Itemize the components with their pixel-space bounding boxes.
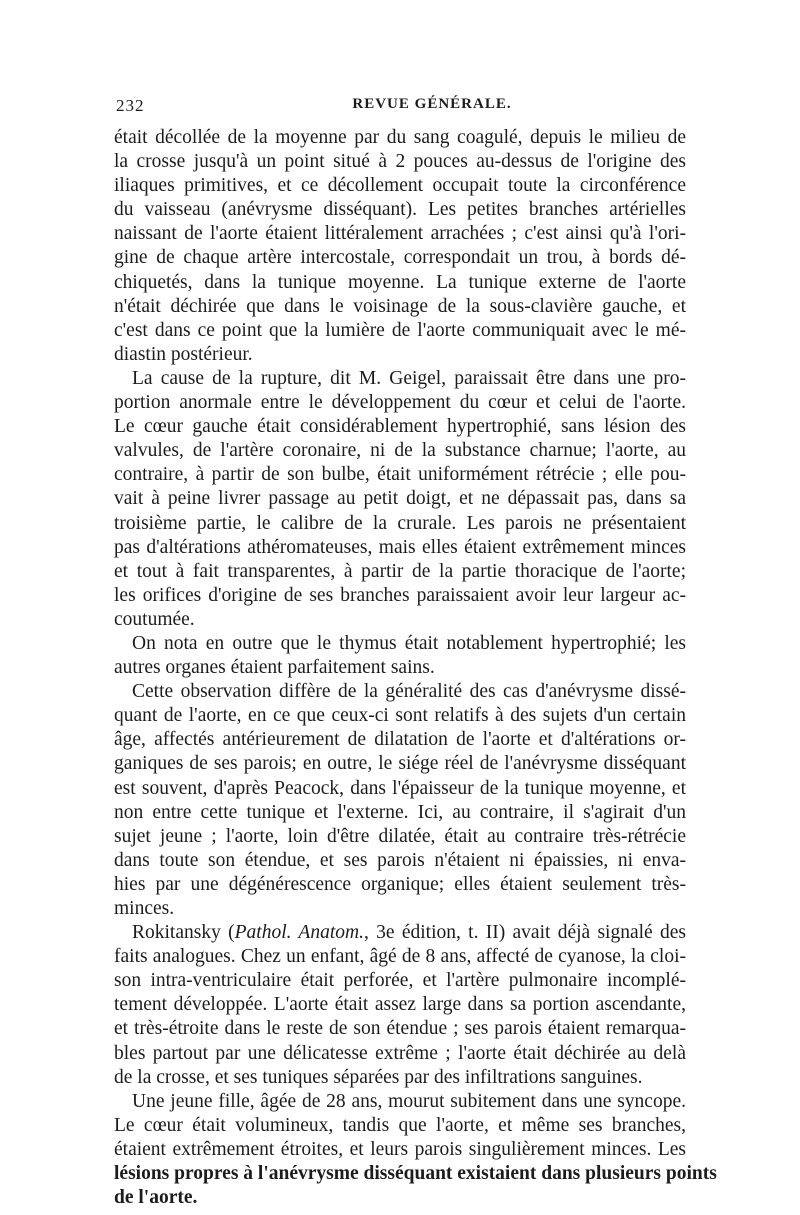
paragraph [114,126,686,367]
text-line: bles partout par une délicatesse extrême ; l'aorte était déchirée au delà [114,1042,686,1064]
text-line: les orifices d'origine de ses branches paraissaient avoir leur largeur ac- [114,584,686,606]
text-line: de la crosse, et ses tuniques séparées par des infiltrations sanguines. [114,1066,643,1088]
text-line: minces. [114,898,175,919]
text-line: et très-étroite dans le reste de son étendue ; ses parois étaient remarqua- [114,1018,686,1040]
text-line: contraire, à partir de son bulbe, était uniformément rétrécie ; elle pou- [114,464,686,486]
text-line: n'était déchirée que dans le voisinage de la sous-clavière gauche, et [114,295,686,317]
text-line [114,921,686,945]
text-line: c'est dans ce point que la lumière de l'aorte communiquait avec le mé- [114,319,686,341]
text-line: naissant de l'aorte étaient littéralement arrachées ; c'est ainsi qu'à l'ori- [114,223,686,245]
text-line: iliaques primitives, et ce décollement occupait toute la circonférence [114,175,686,197]
page-number: 232 [116,96,145,115]
text-line: Une jeune fille, âgée de 28 ans, mourut subitement dans une syncope. [132,1090,686,1112]
text-line: la crosse jusqu'à un point situé à 2 pouces au-dessus de l'origine des [114,151,686,173]
text-line: de l'aorte. [114,1187,198,1209]
text-line: ganiques de ses parois; en outre, le siége réel de l'anévrysme disséquant [114,753,686,775]
paragraph [114,367,686,632]
text-line: chiquetés, dans la tunique moyenne. La tunique externe de l'aorte [114,271,686,293]
page-header [112,96,688,126]
text-run: Rokitansky ( [132,922,235,944]
text-line: hies par une dégénérescence organique; elles étaient seulement très- [114,873,686,895]
text-line: diastin postérieur. [114,343,253,365]
text-line: vait à peine livrer passage au petit doigt, et ne dépassait pas, dans sa [114,488,686,510]
text-line: autres organes étaient parfaitement sains. [114,657,435,679]
running-title: REVUE GÉNÉRALE. [352,96,512,112]
text-line: valvules, de l'artère coronaire, ni de la substance charnue; l'aorte, au [114,440,686,462]
text-run: , 3e édition, t. II) avait déjà signalé des [363,922,686,944]
paragraph [114,921,686,1090]
text-line: son intra-ventriculaire était perforée, et l'artère pulmonaire incomplé- [114,970,686,992]
article-body [114,126,717,1210]
text-line: Le cœur gauche était considérablement hypertrophié, sans lésion des [114,416,686,438]
text-line: tement développée. L'aorte était assez large dans sa portion ascendante, [114,994,686,1016]
paragraph [114,1090,717,1210]
text-line: La cause de la rupture, dit M. Geigel, paraissait être dans une pro- [132,367,686,389]
text-line: Le cœur était volumineux, tandis que l'aorte, et même ses branches, [114,1114,686,1136]
text-line: est souvent, d'après Peacock, dans l'épaisseur de la tunique moyenne, et [114,777,686,799]
text-line: étaient extrêmement étroites, et leurs parois singulièrement minces. Les [114,1138,686,1160]
text-line: sujet jeune ; l'aorte, loin d'être dilatée, était au contraire très-rétrécie [114,825,686,847]
text-line: On nota en outre que le thymus était notablement hypertrophié; les [132,632,686,654]
text-line: faits analogues. Chez un enfant, âgé de 8 ans, affecté de cyanose, la cloi- [114,946,686,968]
text-line: âge, affectés antérieurement de dilatation de l'aorte et d'altérations or- [114,729,686,751]
text-line: était décollée de la moyenne par du sang coagulé, depuis le milieu de [114,127,686,148]
text-line: coutumée. [114,608,195,630]
text-line: dans toute son étendue, et ses parois n'étaient ni épaissies, ni enva- [114,849,686,871]
citation-title: Pathol. Anatom. [234,922,364,944]
text-line: lésions propres à l'anévrysme disséquant existaient dans plusieurs points [114,1163,717,1185]
text-line: Cette observation diffère de la généralité des cas d'anévrysme dissé- [132,681,686,703]
text-line: pas d'altérations athéromateuses, mais elles étaient extrêmement minces [114,536,686,558]
text-line: troisième partie, le calibre de la crurale. Les parois ne présentaient [114,512,686,534]
text-line: portion anormale entre le développement du cœur et celui de l'aorte. [114,392,686,414]
text-line: du vaisseau (anévrysme disséquant). Les petites branches artérielles [114,199,686,221]
text-line: non entre cette tunique et l'externe. Ici, au contraire, il s'agirait d'un [114,801,686,823]
text-line: quant de l'aorte, en ce que ceux-ci sont relatifs à des sujets d'un certain [114,705,686,727]
text-line: gine de chaque artère intercostale, correspondait un trou, à bords dé- [114,247,686,269]
paragraph [114,680,686,921]
paragraph [114,632,686,680]
text-line: et tout à fait transparentes, à partir de la partie thoracique de l'aorte; [114,560,686,582]
